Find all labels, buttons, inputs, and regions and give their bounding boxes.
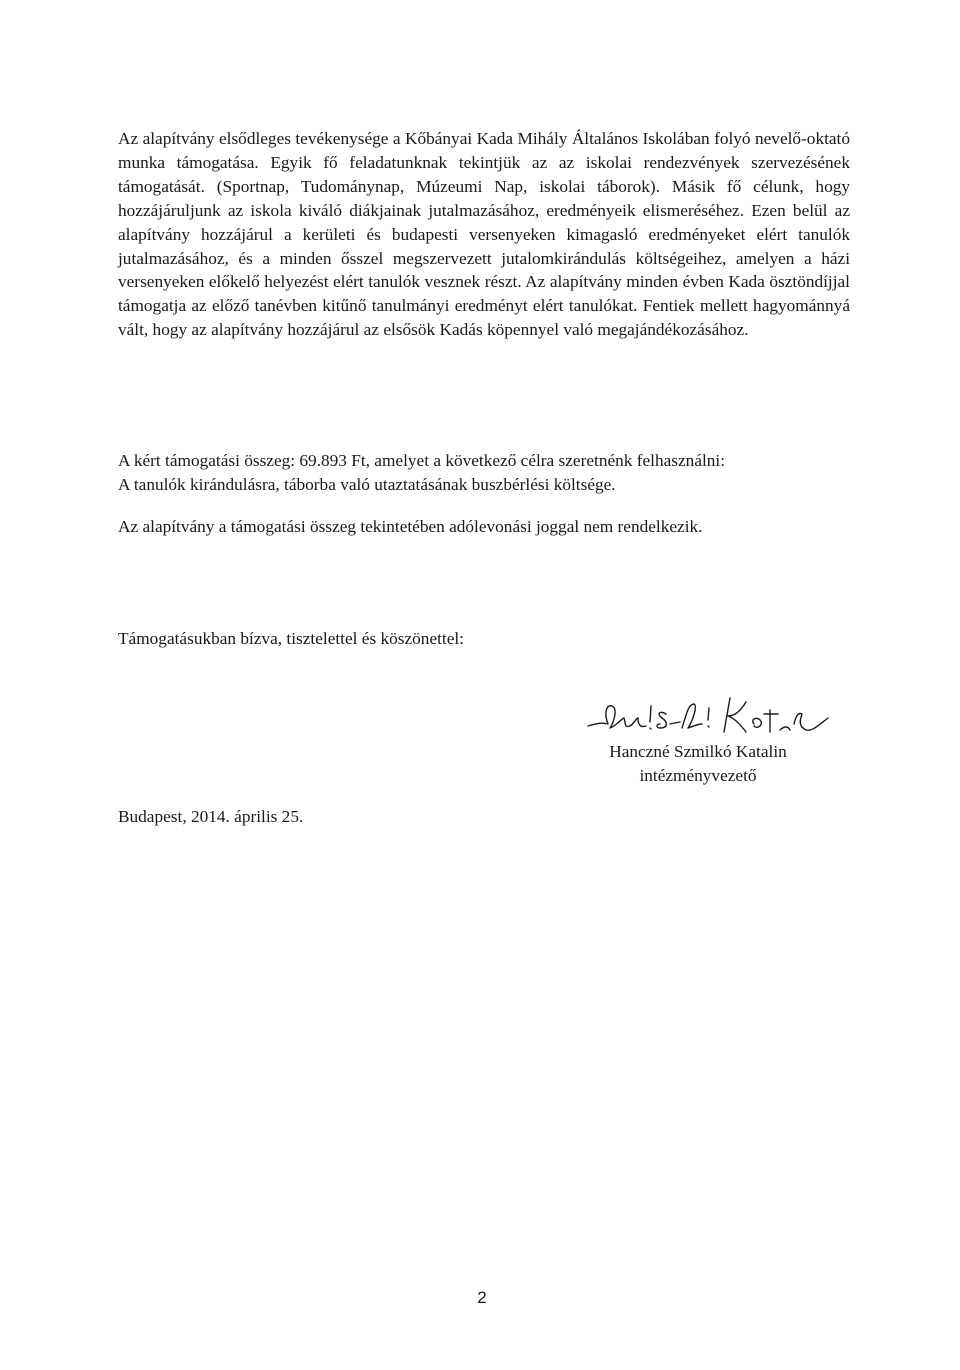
page-number: 2	[477, 1288, 487, 1307]
signer-name: Hanczné Szmilkó Katalin	[609, 742, 787, 761]
signer-title: intézményvezető	[639, 766, 757, 785]
tax-statement: Az alapítvány a támogatási összeg tekintetében adólevonási joggal nem rendelkezik.	[118, 517, 703, 536]
intro-paragraph: Az alapítvány elsődleges tevékenysége a Kőbányai Kada Mihály Általános Iskolában folyó nevelő-oktató munka támogatása. Egyik fő feladatunknak tekintjük az az iskolai rendezvények szervezésének támogatását. (Sportnap, Tudománynap, Múzeumi Nap, iskolai táborok). Másik fő célunk, hogy hozzájáruljunk az iskola kiváló diákjainak jutalmazásához, eredményeik elismeréséhez. Ezen belül az alapítvány hozzájárul a kerületi és budapesti versenyeken kimagasló eredményeket elért tanulók jutalmazásához, és a minden ősszel megszervezett jutalomkirándulás költségeihez, amelyen a házi versenyeken előkelő helyezést elért tanulók vesznek részt. Az alapítvány minden évben Kada ösztöndíjjal támogatja az előző tanévben kitűnő tanulmányi eredményt elért tanulókat. Fentiek mellett hagyománnyá vált, hogy az alapítvány hozzájárul az elsősök Kadás köpennyel való megajándékozásához.	[118, 129, 850, 340]
signer-block	[560, 740, 836, 788]
purpose-line: A tanulók kirándulásra, táborba való utaztatásának buszbérlési költsége.	[118, 475, 616, 494]
place-and-date: Budapest, 2014. április 25.	[118, 807, 304, 826]
requested-amount-line: A kért támogatási összeg: 69.893 Ft, amelyet a következő célra szeretnénk felhasználni:	[118, 451, 726, 470]
handwritten-signature	[584, 684, 854, 742]
closing-phrase: Támogatásukban bízva, tisztelettel és köszönettel:	[118, 629, 464, 648]
